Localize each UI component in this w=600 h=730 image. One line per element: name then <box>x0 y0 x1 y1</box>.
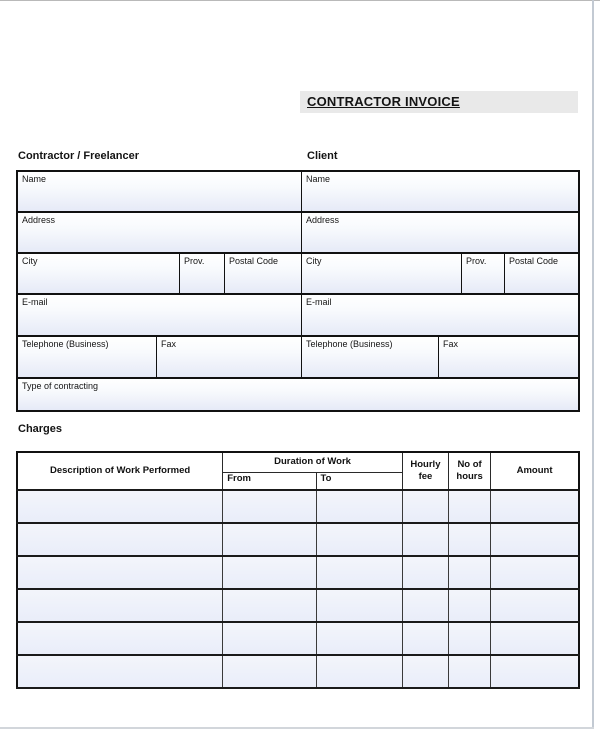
col-header-no-of-hours: No of hours <box>449 452 491 490</box>
charges-hourly-fee-cell[interactable] <box>402 655 448 688</box>
charges-description-cell[interactable] <box>17 523 223 556</box>
charges-from-cell[interactable] <box>223 556 316 589</box>
charges-amount-cell[interactable] <box>491 523 579 556</box>
col-header-amount: Amount <box>491 452 579 490</box>
contractor-address-field[interactable] <box>18 213 302 252</box>
address-row <box>18 213 578 254</box>
charges-section-heading: Charges <box>18 423 63 435</box>
field-label: Type of contracting <box>22 381 99 391</box>
charges-description-cell[interactable] <box>17 589 223 622</box>
contractor-telephone-field[interactable] <box>18 337 157 377</box>
contractor-email-field[interactable] <box>18 295 302 335</box>
client-name-field[interactable] <box>302 172 578 211</box>
charges-to-cell[interactable] <box>316 589 402 622</box>
client-address-field[interactable] <box>302 213 578 252</box>
page-edge-right <box>592 0 594 728</box>
field-label: City <box>22 256 38 266</box>
col-header-to: To <box>316 472 402 490</box>
contractor-city-field[interactable] <box>18 254 180 293</box>
page-title: CONTRACTOR INVOICE <box>307 94 460 109</box>
charges-to-cell[interactable] <box>316 523 402 556</box>
contractor-postal-code-field[interactable] <box>225 254 302 293</box>
charges-hourly-fee-cell[interactable] <box>402 589 448 622</box>
field-label: Name <box>306 174 331 184</box>
charges-description-cell[interactable] <box>17 490 223 523</box>
page-edge-top <box>0 0 600 1</box>
charges-description-cell[interactable] <box>17 622 223 655</box>
field-label: Telephone (Business) <box>306 339 393 349</box>
type-of-contracting-row <box>18 379 578 410</box>
charges-to-cell[interactable] <box>316 655 402 688</box>
charges-table-body <box>17 490 579 688</box>
charges-row <box>17 523 579 556</box>
charges-from-cell[interactable] <box>223 523 316 556</box>
contractor-name-field[interactable] <box>18 172 302 211</box>
field-label: Address <box>306 215 340 225</box>
col-header-duration: Duration of Work <box>223 452 403 472</box>
client-email-field[interactable] <box>302 295 578 335</box>
field-label: Prov. <box>466 256 487 266</box>
charges-row <box>17 622 579 655</box>
charges-hourly-fee-cell[interactable] <box>402 556 448 589</box>
charges-amount-cell[interactable] <box>491 490 579 523</box>
field-label: Fax <box>161 339 177 349</box>
client-section-heading: Client <box>307 150 338 162</box>
charges-to-cell[interactable] <box>316 490 402 523</box>
name-row <box>18 172 578 213</box>
charges-amount-cell[interactable] <box>491 655 579 688</box>
charges-no-of-hours-cell[interactable] <box>449 490 491 523</box>
contractor-fax-field[interactable] <box>157 337 302 377</box>
type-of-contracting-field[interactable] <box>18 379 578 410</box>
col-header-description: Description of Work Performed <box>17 452 223 490</box>
page-title-bar <box>300 91 578 113</box>
charges-from-cell[interactable] <box>223 622 316 655</box>
client-city-field[interactable] <box>302 254 462 293</box>
charges-amount-cell[interactable] <box>491 556 579 589</box>
col-header-hourly-fee: Hourly fee <box>402 452 448 490</box>
telephone-row <box>18 337 578 379</box>
charges-description-cell[interactable] <box>17 556 223 589</box>
client-prov-field[interactable] <box>462 254 505 293</box>
field-label: City <box>306 256 322 266</box>
field-label: E-mail <box>22 297 48 307</box>
field-label: Fax <box>443 339 459 349</box>
charges-amount-cell[interactable] <box>491 589 579 622</box>
charges-row <box>17 490 579 523</box>
contact-table <box>16 170 580 412</box>
client-postal-code-field[interactable] <box>505 254 578 293</box>
charges-no-of-hours-cell[interactable] <box>449 556 491 589</box>
page-edge-bottom <box>0 727 594 729</box>
charges-to-cell[interactable] <box>316 622 402 655</box>
charges-from-cell[interactable] <box>223 589 316 622</box>
field-label: Prov. <box>184 256 205 266</box>
charges-from-cell[interactable] <box>223 655 316 688</box>
charges-amount-cell[interactable] <box>491 622 579 655</box>
charges-row <box>17 655 579 688</box>
field-label: Postal Code <box>229 256 279 266</box>
charges-description-cell[interactable] <box>17 655 223 688</box>
city-row <box>18 254 578 295</box>
charges-row <box>17 589 579 622</box>
charges-hourly-fee-cell[interactable] <box>402 622 448 655</box>
charges-no-of-hours-cell[interactable] <box>449 523 491 556</box>
field-label: Address <box>22 215 56 225</box>
charges-no-of-hours-cell[interactable] <box>449 589 491 622</box>
charges-from-cell[interactable] <box>223 490 316 523</box>
charges-table-header <box>17 452 579 490</box>
field-label: Postal Code <box>509 256 559 266</box>
contractor-prov-field[interactable] <box>180 254 225 293</box>
client-telephone-field[interactable] <box>302 337 439 377</box>
charges-hourly-fee-cell[interactable] <box>402 523 448 556</box>
field-label: E-mail <box>306 297 332 307</box>
field-label: Telephone (Business) <box>22 339 109 349</box>
field-label: Name <box>22 174 47 184</box>
charges-hourly-fee-cell[interactable] <box>402 490 448 523</box>
client-fax-field[interactable] <box>439 337 578 377</box>
email-row <box>18 295 578 337</box>
charges-row <box>17 556 579 589</box>
charges-no-of-hours-cell[interactable] <box>449 622 491 655</box>
col-header-from: From <box>223 472 316 490</box>
charges-no-of-hours-cell[interactable] <box>449 655 491 688</box>
contractor-section-heading: Contractor / Freelancer <box>18 150 140 162</box>
charges-to-cell[interactable] <box>316 556 402 589</box>
charges-table <box>16 451 580 689</box>
